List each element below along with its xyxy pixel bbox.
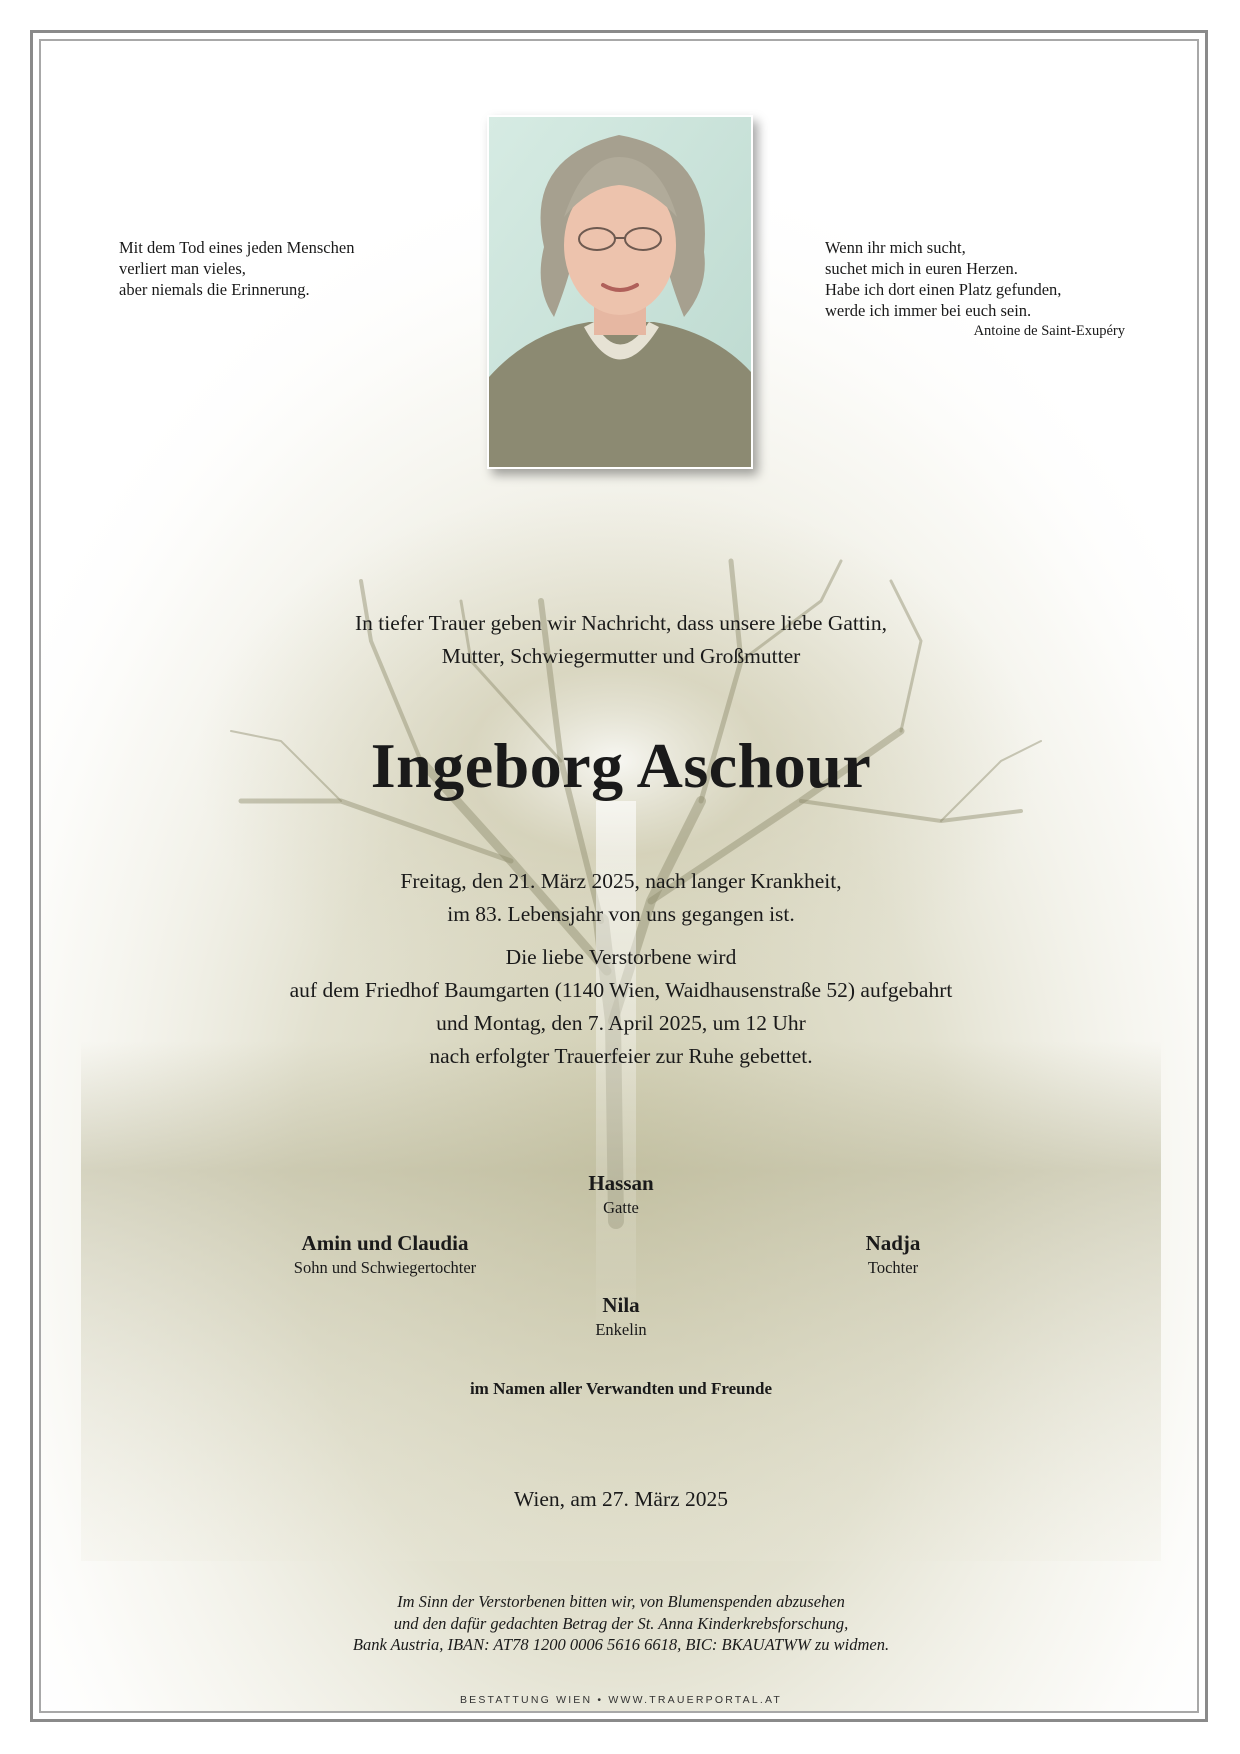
burial-line: nach erfolgter Trauerfeier zur Ruhe gebettet. <box>429 1044 813 1068</box>
mourner-nadja <box>733 1229 1053 1279</box>
donation-note <box>41 1591 1199 1656</box>
closing-line: im Namen aller Verwandten und Freunde <box>469 1379 773 1398</box>
portrait-photo <box>487 115 753 469</box>
burial-line: auf dem Friedhof Baumgarten (1140 Wien, Waidhausenstraße 52) aufgebahrt <box>289 978 953 1002</box>
obituary-card <box>39 39 1199 1713</box>
burial-line: Die liebe Verstorbene wird <box>505 945 737 969</box>
donation-line: Im Sinn der Verstorbenen bitten wir, von Blumenspenden abzusehen <box>397 1592 845 1611</box>
burial-details <box>41 941 1199 1073</box>
mourner-relation: Gatte <box>603 1198 639 1217</box>
intro-text <box>41 607 1199 673</box>
intro-line: Mutter, Schwiegermutter und Großmutter <box>441 644 801 668</box>
death-line: im 83. Lebensjahr von uns gegangen ist. <box>447 902 795 926</box>
donation-line: Bank Austria, IBAN: AT78 1200 0006 5616 6618, BIC: BKAUATWW zu widmen. <box>352 1635 890 1654</box>
footer-credit: BESTATTUNG WIEN • WWW.TRAUERPORTAL.AT <box>459 1694 783 1706</box>
mourner-nila <box>461 1291 781 1341</box>
quote-author: Antoine de Saint-Exupéry <box>973 323 1125 339</box>
deceased-name: Ingeborg Aschour <box>370 730 872 801</box>
death-line: Freitag, den 21. März 2025, nach langer Krankheit, <box>400 869 842 893</box>
mourner-name: Nila <box>602 1293 640 1317</box>
death-details <box>41 865 1199 931</box>
intro-line: In tiefer Trauer geben wir Nachricht, dass unsere liebe Gattin, <box>355 611 887 635</box>
quote-left <box>119 237 439 300</box>
quote-left-line: aber niemals die Erinnerung. <box>119 280 310 299</box>
mourner-relation: Tochter <box>867 1258 919 1277</box>
mourner-amin-claudia <box>225 1229 545 1279</box>
quote-right-line: Habe ich dort einen Platz gefunden, <box>825 280 1062 299</box>
burial-line: und Montag, den 7. April 2025, um 12 Uhr <box>436 1011 806 1035</box>
donation-line: und den dafür gedachten Betrag der St. Anna Kinderkrebsforschung, <box>393 1613 849 1633</box>
mourner-name: Hassan <box>588 1171 654 1195</box>
quote-left-line: verliert man vieles, <box>119 259 246 278</box>
place-date: Wien, am 27. März 2025 <box>513 1487 729 1511</box>
quote-right-line: Wenn ihr mich sucht, <box>825 238 966 257</box>
mourner-relation: Enkelin <box>595 1320 647 1339</box>
mourner-name: Nadja <box>865 1231 921 1255</box>
quote-right-line: werde ich immer bei euch sein. <box>825 301 1032 320</box>
mourner-relation: Sohn und Schwiegertochter <box>293 1258 477 1277</box>
mourner-name: Amin und Claudia <box>301 1231 469 1255</box>
quote-right <box>825 237 1145 342</box>
quote-right-line: suchet mich in euren Herzen. <box>825 259 1018 278</box>
quote-left-line: Mit dem Tod eines jeden Menschen <box>119 238 355 257</box>
mourner-hassan <box>461 1169 781 1219</box>
